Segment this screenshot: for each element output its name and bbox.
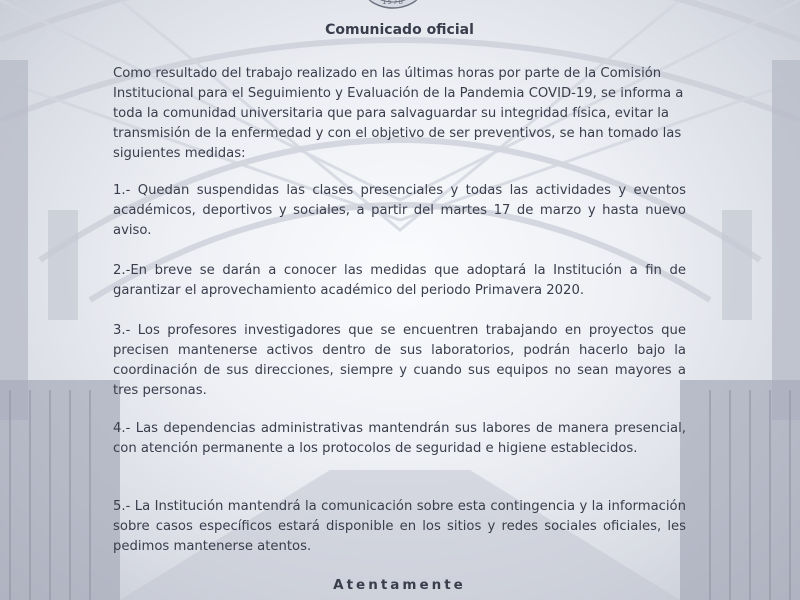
measure-3-paragraph: 3.- Los profesores investigadores que se encuentren trabajando en proyectos que precisen mantenerse activos dentro de sus laboratorios, podrán hacerlo bajo la coordinación de sus direcciones, siempre y cuando sus equipos no sean mayores a tres personas. [113,323,686,398]
university-seal-logo [358,0,428,10]
seal-year: 1578 [382,0,404,6]
document [113,0,686,600]
measure-1-paragraph: 1.- Quedan suspendidas las clases presenciales y todas las actividades y eventos académicos, deportivos y sociales, a partir del martes 17 de marzo y hasta nuevo aviso. [113,183,686,238]
measure-5-paragraph: 5.- La Institución mantendrá la comunicación sobre esta contingencia y la información sobre casos específicos estará disponible en los sitios y redes sociales oficiales, les pedimos mantenerse atentos. [113,499,686,554]
measure-4-paragraph: 4.- Las dependencias administrativas mantendrán sus labores de manera presencial, con atención permanente a los protocolos de seguridad e higiene establecidos. [113,421,686,456]
measure-2-paragraph: 2.-En breve se darán a conocer las medidas que adoptará la Institución a fin de garantizar el aprovechamiento académico del periodo Primavera 2020. [113,263,686,298]
page-title: Comunicado oficial [325,22,474,38]
intro-paragraph: Como resultado del trabajo realizado en las últimas horas por parte de la Comisión Institucional para el Seguimiento y Evaluación de la Pandemia COVID-19, se informa a toda la comunidad universitaria que para salvaguardar su integridad física, evitar la transmisión de la enfermedad y con el objetivo de ser preventivos, se han tomado las siguientes medidas: [113,66,684,161]
closing-signoff: Atentamente [333,577,466,593]
